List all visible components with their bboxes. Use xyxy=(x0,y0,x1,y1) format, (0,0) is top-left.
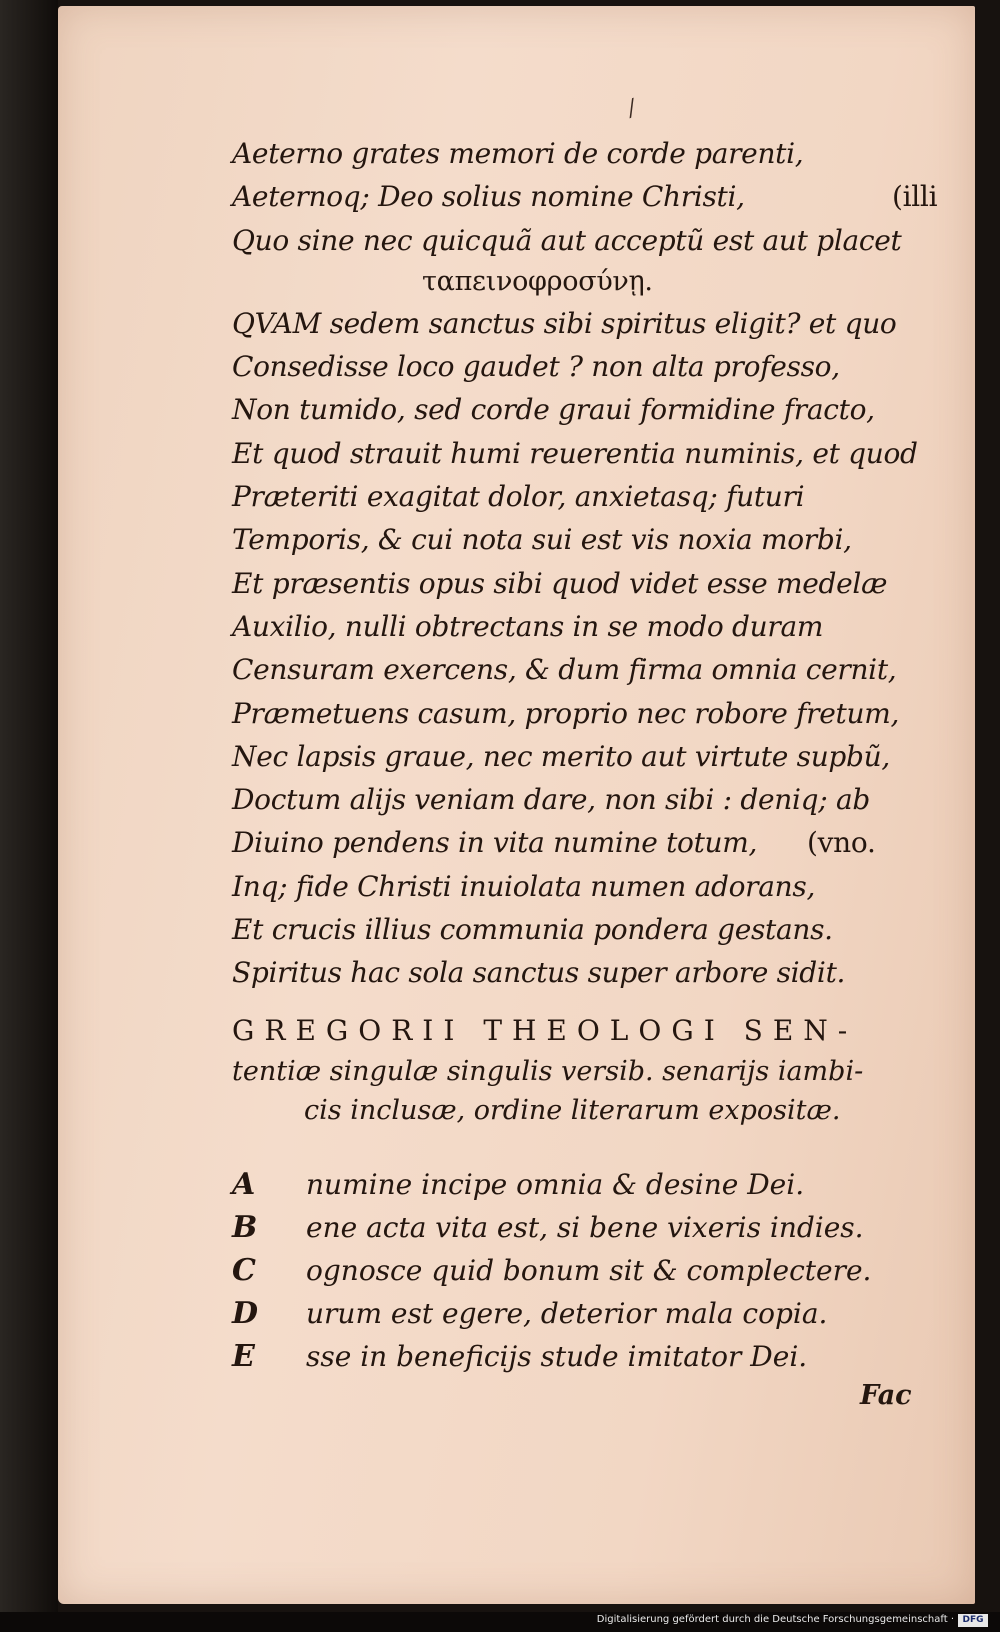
sentence-text: numine incipe omnia & desine Dei. xyxy=(306,1168,805,1201)
heading-title: GREGORII THEOLOGI SEN- xyxy=(232,1014,858,1047)
verse-line-2-text: Aeternoq; Deo solius nomine Christi, xyxy=(232,180,745,214)
verse-line-4: QVAM sedem sanctus sibi spiritus eligit? et quo xyxy=(232,306,897,340)
verse-line-18: Et crucis illius communia pondera gestans. xyxy=(232,913,833,947)
verse-line-13: Præmetuens casum, proprio nec robore fretum, xyxy=(232,696,900,730)
catchword: Fac xyxy=(860,1380,912,1411)
verse-line-8: Præteriti exagitat dolor, anxietasq; futuri xyxy=(232,480,805,514)
verse-line-17: Inq; fide Christi inuiolata numen adorans, xyxy=(232,869,816,903)
verse-line-3: Quo sine nec quicquã aut acceptũ est aut placet xyxy=(232,223,902,257)
sentence-text: urum est egere, deterior mala copia. xyxy=(306,1297,828,1330)
verse-line-9: Temporis, & cui nota sui est vis noxia morbi, xyxy=(232,523,852,557)
verse-line-6: Non tumido, sed corde graui formidine fracto, xyxy=(232,393,875,427)
verse-line-12: Censuram exercens, & dum firma omnia cernit, xyxy=(232,653,897,687)
verse-line-7: Et quod strauit humi reuerentia numinis, et quod xyxy=(232,436,918,470)
list-item xyxy=(232,1206,932,1249)
list-item xyxy=(232,1163,932,1206)
sentence-text: ene acta vita est, si bene vixeris indies. xyxy=(306,1211,864,1244)
verse-line-2 xyxy=(232,175,938,218)
verse-block xyxy=(232,132,938,995)
verse-line-10: Et præsentis opus sibi quod videt esse medelæ xyxy=(232,566,888,600)
verse-line-16-text: Diuino pendens in vita numine totum, xyxy=(232,826,758,860)
initial-letter: D xyxy=(232,1296,259,1331)
initial-letter: C xyxy=(232,1253,256,1288)
continuation-illi: (illi xyxy=(892,180,938,214)
sentence-text: ognosce quid bonum sit & complectere. xyxy=(306,1254,872,1287)
heading-subtitle-2: cis inclusæ, ordine literarum expositæ. xyxy=(304,1095,841,1126)
initial-letter: A xyxy=(232,1167,256,1202)
initial-letter: B xyxy=(232,1210,258,1245)
heading-subtitle-1: tentiæ singulæ singulis versib. senarijs iambi- xyxy=(232,1056,864,1087)
dfg-logo-icon: DFG xyxy=(958,1614,988,1627)
list-item xyxy=(232,1249,932,1292)
verse-line-15: Doctum alijs veniam dare, non sibi : deniq; ab xyxy=(232,783,870,817)
list-item xyxy=(232,1335,932,1378)
scan-binding-edge xyxy=(0,0,58,1632)
section-heading xyxy=(232,1010,932,1130)
greek-line: ταπεινοφροσύνῃ. xyxy=(422,265,653,297)
page-mark: / xyxy=(623,95,640,122)
verse-line-5: Consedisse loco gaudet ? non alta professo, xyxy=(232,350,840,384)
verse-line-16 xyxy=(232,821,932,864)
initial-letter: E xyxy=(232,1339,255,1374)
alphabetical-sentences xyxy=(232,1163,932,1378)
verse-line-19: Spiritus hac sola sanctus super arbore sidit. xyxy=(232,956,846,990)
verse-line-11: Auxilio, nulli obtrectans in se modo duram xyxy=(232,609,824,643)
sentence-text: sse in beneficijs stude imitator Dei. xyxy=(306,1340,808,1373)
continuation-vno: (vno. xyxy=(807,826,876,860)
verse-line-14: Nec lapsis graue, nec merito aut virtute supbũ, xyxy=(232,739,891,773)
funding-credit: Digitalisierung gefördert durch die Deutsche Forschungsgemeinschaft · xyxy=(596,1614,954,1625)
list-item xyxy=(232,1292,932,1335)
verse-line-1: Aeterno grates memori de corde parenti, xyxy=(232,137,804,170)
